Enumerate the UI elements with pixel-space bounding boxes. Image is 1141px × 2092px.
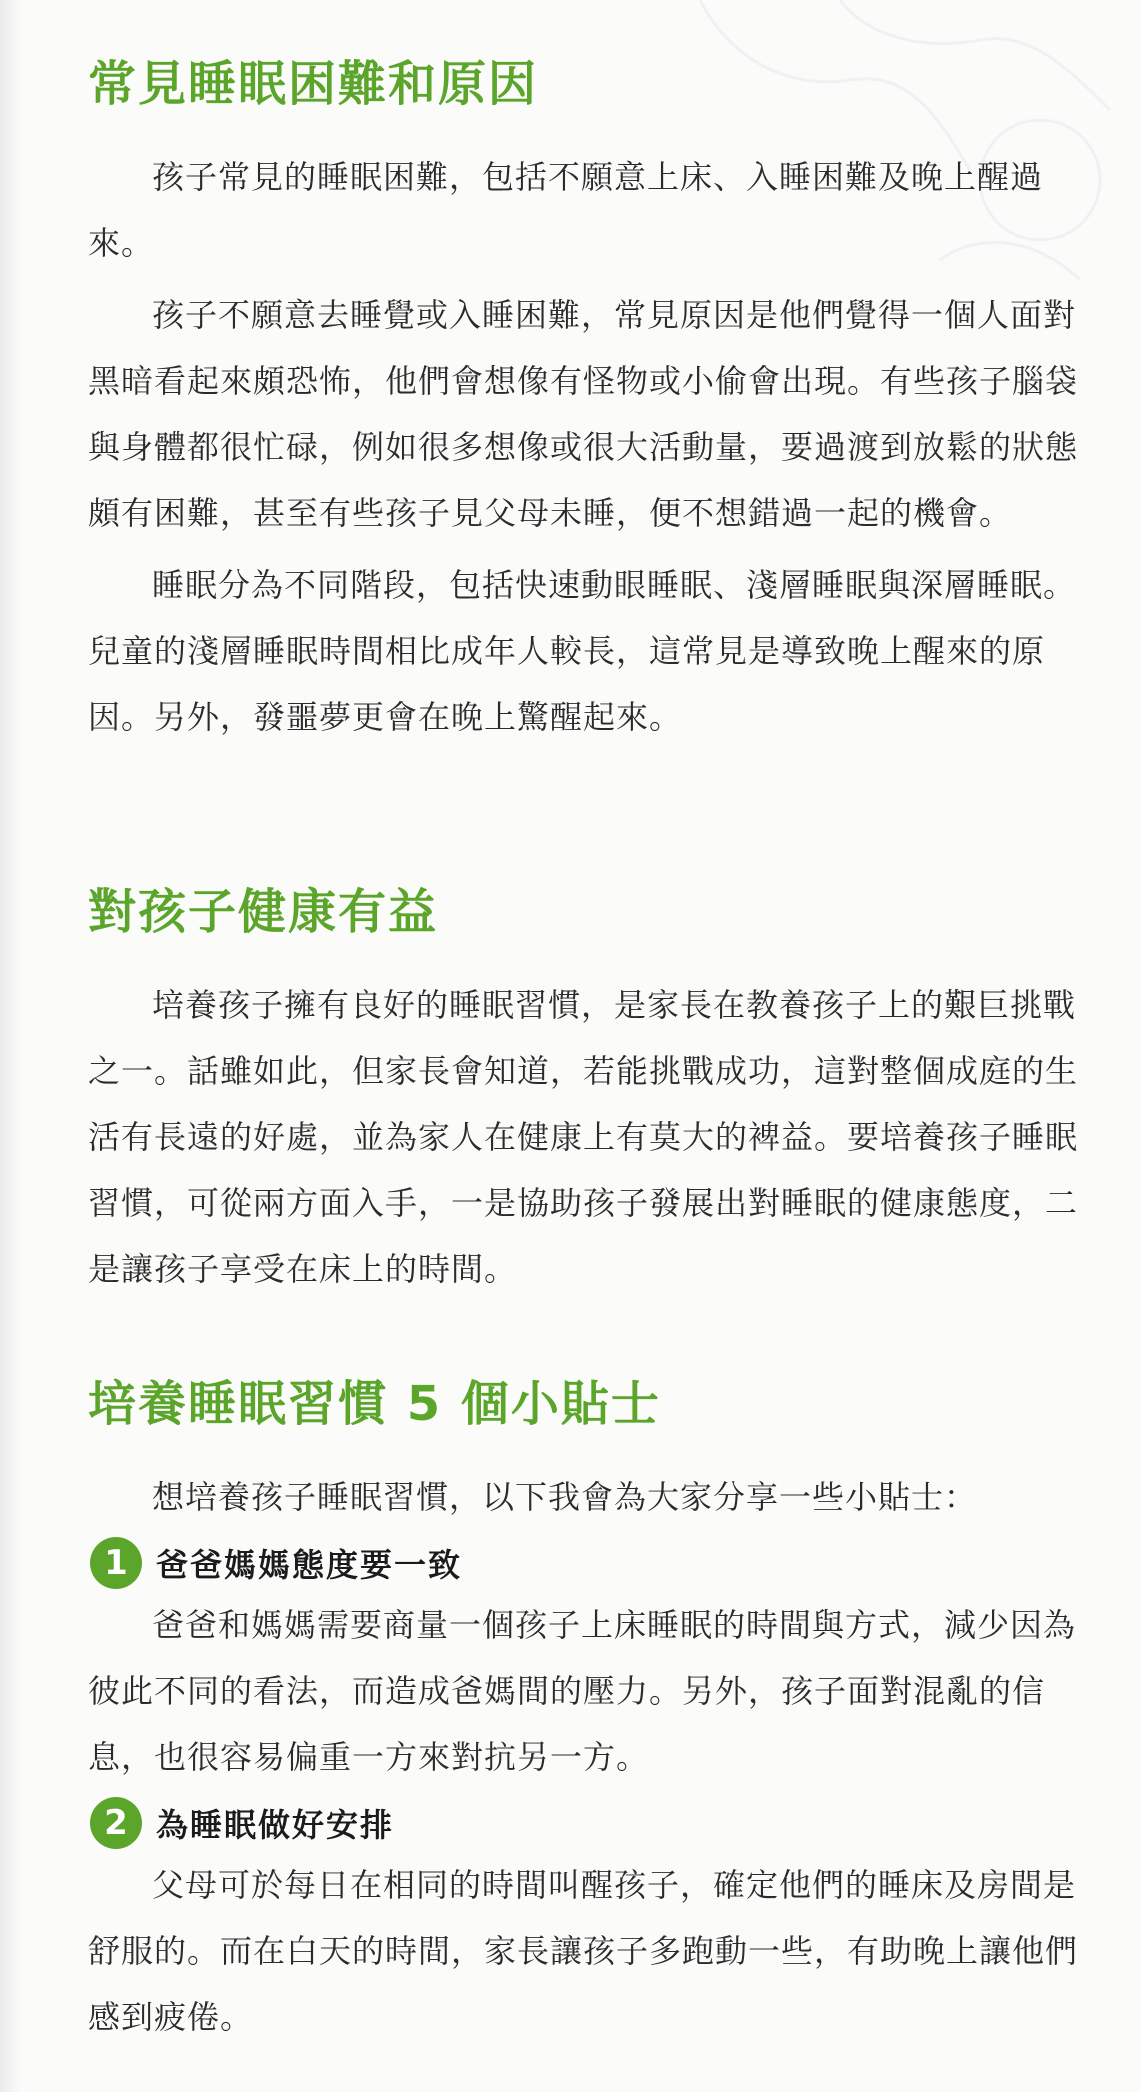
paragraph: 培養孩子擁有良好的睡眠習慣，是家長在教養孩子上的艱巨挑戰之一。話雖如此，但家長會知道，若能挑戰成功，這對整個成庭的生活有長遠的好處，並為家人在健康上有莫大的裨益。要培養孩子睡眠習慣，可從兩方面入手，一是協助孩子發展出對睡眠的健康態度，二是讓孩子享受在床上的時間。 xyxy=(88,986,1079,1288)
section-heading: 對孩子健康有益 xyxy=(88,884,439,940)
section-health-benefits xyxy=(88,876,1088,1302)
tip-number-badge: 2 xyxy=(90,1797,142,1849)
section-sleep-tips xyxy=(88,1368,1088,2050)
tip-heading xyxy=(88,1794,1088,1852)
paragraph: 孩子不願意去睡覺或入睡困難，常見原因是他們覺得一個人面對黑暗看起來頗恐怖，他們會想像有怪物或小偷會出現。有些孩子腦袋與身體都很忙碌，例如很多想像或很大活動量，要過渡到放鬆的狀態頗有困難，甚至有些孩子見父母未睡，便不想錯過一起的機會。 xyxy=(88,296,1079,532)
intro-paragraph: 想培養孩子睡眠習慣，以下我會為大家分享一些小貼士： xyxy=(152,1478,978,1516)
tip-body: 父母可於每日在相同的時間叫醒孩子，確定他們的睡床及房間是舒服的。而在白天的時間，家長讓孩子多跑動一些，有助晚上讓他們感到疲倦。 xyxy=(88,1866,1079,2036)
paragraph: 孩子常見的睡眠困難，包括不願意上床、入睡困難及晚上醒過來。 xyxy=(88,158,1044,262)
tip-title: 為睡眠做好安排 xyxy=(156,1806,395,1844)
tip-body: 爸爸和媽媽需要商量一個孩子上床睡眠的時間與方式，減少因為彼此不同的看法，而造成爸媽間的壓力。另外，孩子面對混亂的信息，也很容易偏重一方來對抗另一方。 xyxy=(88,1606,1077,1776)
section-heading: 培養睡眠習慣 5 個小貼士 xyxy=(88,1376,661,1432)
section-heading: 常見睡眠困難和原因 xyxy=(88,56,539,112)
tip-number-badge: 1 xyxy=(90,1537,142,1589)
tip-heading xyxy=(88,1534,1088,1592)
paragraph: 睡眠分為不同階段，包括快速動眼睡眠、淺層睡眠與深層睡眠。兒童的淺層睡眠時間相比成年人較長，這常見是導致晚上醒來的原因。另外，發噩夢更會在晚上驚醒起來。 xyxy=(88,566,1077,736)
tip-title: 爸爸媽媽態度要一致 xyxy=(156,1546,463,1584)
section-sleep-difficulties xyxy=(88,48,1088,750)
